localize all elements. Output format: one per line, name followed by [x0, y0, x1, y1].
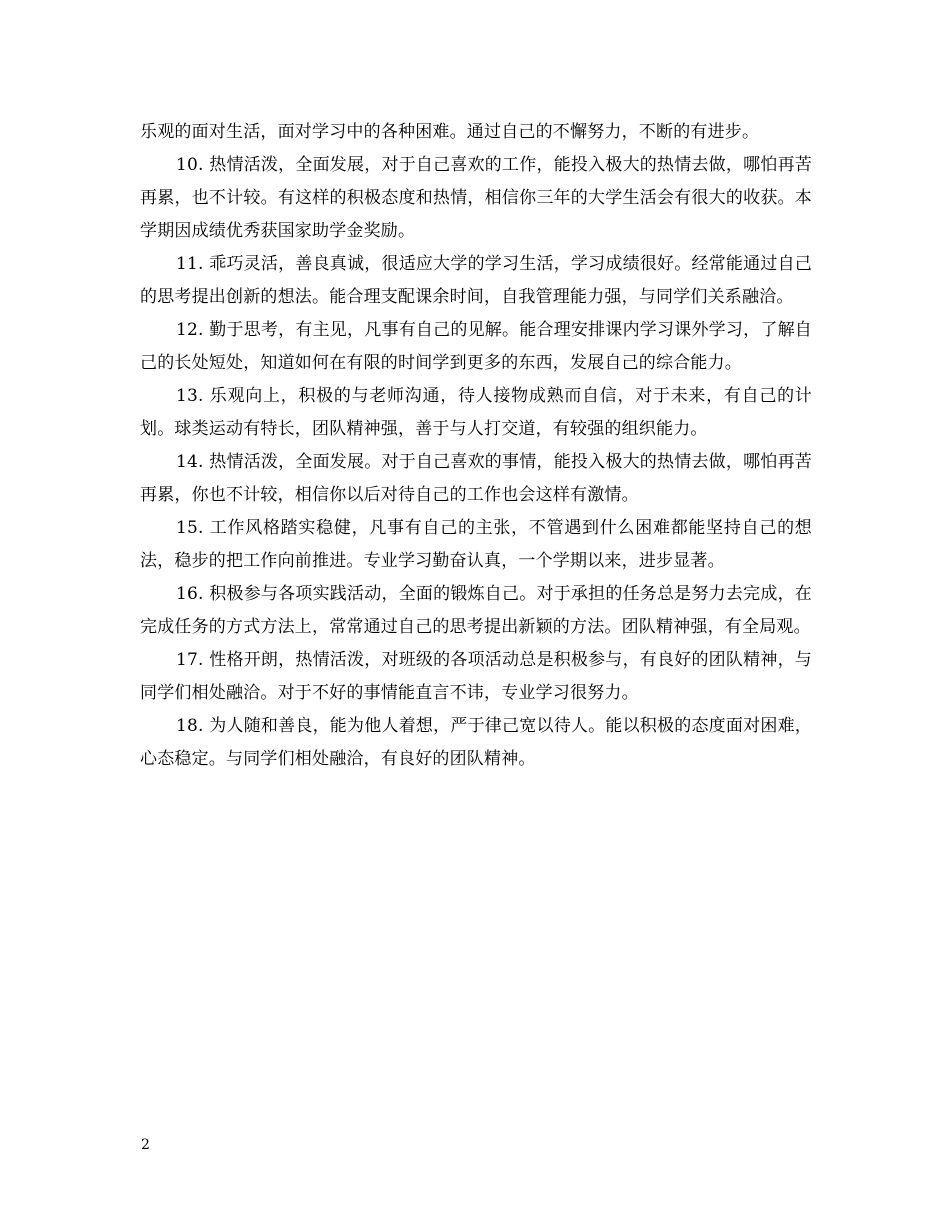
page-number: 2: [141, 1137, 150, 1153]
paragraph: 17. 性格开朗，热情活泼，对班级的各项活动总是积极参与，有良好的团队精神，与同学们相处融洽。对于不好的事情能直言不讳，专业学习很努力。: [140, 650, 812, 703]
document-body: [140, 116, 812, 776]
paragraph: 13. 乐观向上，积极的与老师沟通，待人接物成熟而自信，对于未来，有自己的计划。球类运动有特长，团队精神强，善于与人打交道，有较强的组织能力。: [140, 386, 812, 439]
paragraph: 16. 积极参与各项实践活动，全面的锻炼自己。对于承担的任务总是努力去完成，在完成任务的方式方法上，常常通过自己的思考提出新颖的方法。团队精神强，有全局观。: [140, 584, 812, 637]
paragraph: 乐观的面对生活，面对学习中的各种困难。通过自己的不懈努力，不断的有进步。: [140, 122, 760, 142]
paragraph: 11. 乖巧灵活，善良真诚，很适应大学的学习生活，学习成绩很好。经常能通过自己的思考提出创新的想法。能合理支配课余时间，自我管理能力强，与同学们关系融洽。: [140, 254, 812, 307]
paragraph: 14. 热情活泼，全面发展。对于自己喜欢的事情，能投入极大的热情去做，哪怕再苦再累，你也不计较，相信你以后对待自己的工作也会这样有激情。: [140, 452, 812, 505]
paragraph: 10. 热情活泼，全面发展，对于自己喜欢的工作，能投入极大的热情去做，哪怕再苦再累，也不计较。有这样的积极态度和热情，相信你三年的大学生活会有很大的收获。本学期因成绩优秀获国家助学金奖励。: [140, 155, 812, 241]
paragraph: 18. 为人随和善良，能为他人着想，严于律己宽以待人。能以积极的态度面对困难，心态稳定。与同学们相处融洽，有良好的团队精神。: [140, 716, 812, 769]
paragraph: 15. 工作风格踏实稳健，凡事有自己的主张，不管遇到什么困难都能坚持自己的想法，稳步的把工作向前推进。专业学习勤奋认真，一个学期以来，进步显著。: [140, 518, 812, 571]
paragraph: 12. 勤于思考，有主见，凡事有自己的见解。能合理安排课内学习课外学习，了解自己的长处短处，知道如何在有限的时间学到更多的东西，发展自己的综合能力。: [140, 320, 812, 373]
